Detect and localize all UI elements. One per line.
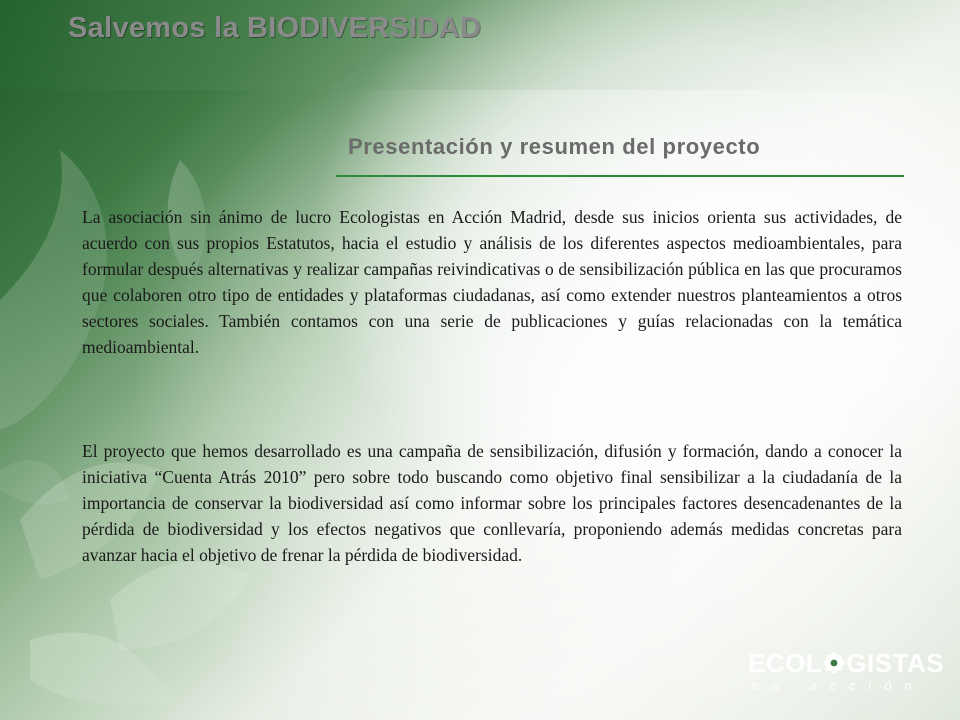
heading-underline	[336, 175, 904, 177]
flower-icon	[823, 652, 845, 674]
paragraph-1: La asociación sin ánimo de lucro Ecologistas en Acción Madrid, desde sus inicios orienta sus actividades, de acuerdo con sus propios Estatutos, hacia el estudio y análisis de los diferentes aspectos medioambientales, para formular después alternativas y realizar campañas reivindicativas o de sensibilización pública en las que procuramos que colaboren otro tipo de entidades y plataformas ciudadanas, así como extender nuestros planteamientos a otros sectores sociales. También contamos con una serie de publicaciones y guías relacionadas con la temática medioambiental.	[82, 207, 902, 357]
section-heading: Presentación y resumen del proyecto	[348, 134, 761, 159]
logo-wordmark	[748, 648, 944, 678]
logo-word-right: GISTAS	[846, 648, 945, 678]
paragraph-2: El proyecto que hemos desarrollado es una campaña de sensibilización, difusión y formación, dando a conocer la iniciativa “Cuenta Atrás 2010” pero sobre todo buscando como objetivo final sensibilizar a la ciudadanía de la importancia de conservar la biodiversidad así como informar sobre los principales factores desencadenantes de la pérdida de biodiversidad y los efectos negativos que conllevaría, proponiendo además medidas concretas para avanzar hacia el objetivo de frenar la pérdida de biodiversidad.	[82, 441, 902, 565]
title-part-1: Salvemos la	[68, 12, 239, 44]
logo-word-left: ECOL	[748, 648, 823, 678]
ecologistas-logo	[748, 648, 945, 698]
title-part-2: BIODIVERSIDAD	[246, 12, 482, 44]
logo-tagline: en acción	[752, 678, 925, 693]
page-title	[68, 12, 481, 45]
